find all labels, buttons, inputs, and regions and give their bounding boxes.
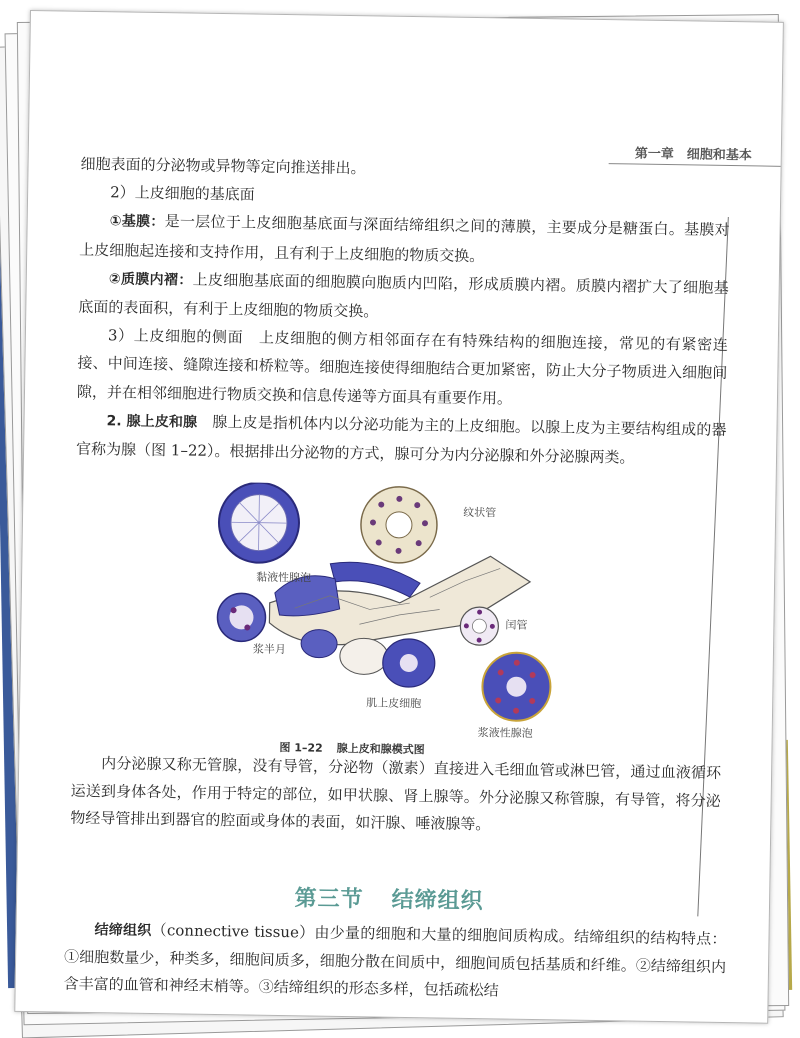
- mucous-acinus-drawing: [218, 482, 299, 563]
- caption-number: 图 1–22: [279, 741, 323, 755]
- intercalated-duct-drawing: [460, 607, 499, 646]
- term: ①基膜：: [109, 213, 165, 231]
- label-myoepithelial-cell: 肌上皮细胞: [366, 696, 422, 711]
- document-page: [14, 10, 784, 1024]
- term: 结缔组织: [94, 922, 152, 940]
- body-text-top: [76, 150, 731, 473]
- paragraph: ②质膜内褶：上皮细胞基底面的细胞膜向胞质内凹陷，形成质膜内褶。质膜内褶扩大了细胞基底面的表面积，有利于上皮细胞的物质交换。: [78, 270, 729, 321]
- serous-demilune-drawing: [217, 593, 266, 642]
- caption-title: 腺上皮和腺模式图: [336, 741, 425, 757]
- term: ②质膜内褶：: [108, 271, 193, 289]
- paragraph: 内分泌腺又称无管腺，没有导管，分泌物（激素）直接进入毛细血管或淋巴管，通过血液循环运送到身体各处，作用于特定的部位，如甲状腺、肾上腺等。外分泌腺又称管腺，有导管，将分泌物经导管排出到器官的腔面或身体的表面，如汗腺、唾液腺等。: [70, 754, 722, 834]
- section-number: 第三节: [294, 886, 364, 913]
- body-text-middle: [70, 750, 721, 843]
- paragraph: 细胞表面的分泌物或异物等定向推送排出。: [80, 154, 366, 178]
- body-text-section: [63, 916, 726, 1008]
- gland-diagram: [197, 482, 561, 750]
- section-heading: [239, 880, 539, 916]
- paragraph: 3）上皮细胞的侧面 上皮细胞的侧方相邻面存在有特殊结构的细胞连接，常见的有紧密连接、中间连接、缝隙连接和桥粒等。细胞连接使得细胞结合更加紧密，防止大分子物质进入细胞间隙，并在相邻细胞进行物质交换和信息传递等方面具有重要作用。: [76, 326, 728, 408]
- label-serous-acinus: 浆液性腺泡: [477, 726, 533, 740]
- striated-duct-drawing: [360, 486, 437, 563]
- paragraph: 2）上皮细胞的基底面: [110, 183, 255, 204]
- label-mucous-acinus: 黏液性腺泡: [256, 570, 312, 585]
- running-header: 第一章 细胞和基本: [634, 146, 752, 164]
- label-intercalated-duct: 闰管: [505, 618, 528, 632]
- paragraph: ①基膜：是一层位于上皮细胞基底面与深面结缔组织之间的薄膜，主要成分是糖蛋白。基膜对上皮细胞起连接和支持作用，且有利于上皮细胞的物质交换。: [79, 212, 730, 265]
- label-serous-demilune: 浆半月: [252, 642, 287, 657]
- serous-acinus-drawing: [482, 652, 551, 721]
- paragraph: 2. 腺上皮和腺 腺上皮是指机体内以分泌功能为主的上皮细胞。以腺上皮为主要结构组成的器官称为腺（图 1–22）。根据排出分泌物的方式，腺可分为内分泌腺和外分泌腺两类。: [75, 412, 727, 467]
- paragraph: 结缔组织（connective tissue）由少量的细胞和大量的细胞间质构成。结缔组织的结构特点：①细胞数量少，种类多，细胞间质多，细胞分散在间质中，细胞间质包括基质和纤维。②结缔组织内含丰富的血管和神经末梢等。③结缔组织的形态多样，包括疏松结: [63, 921, 727, 1000]
- section-title: 结缔组织: [391, 887, 484, 915]
- term: 2. 腺上皮和腺: [106, 413, 198, 431]
- gland-diagram-figure: [197, 482, 561, 750]
- label-striated-duct: 纹状管: [463, 505, 497, 520]
